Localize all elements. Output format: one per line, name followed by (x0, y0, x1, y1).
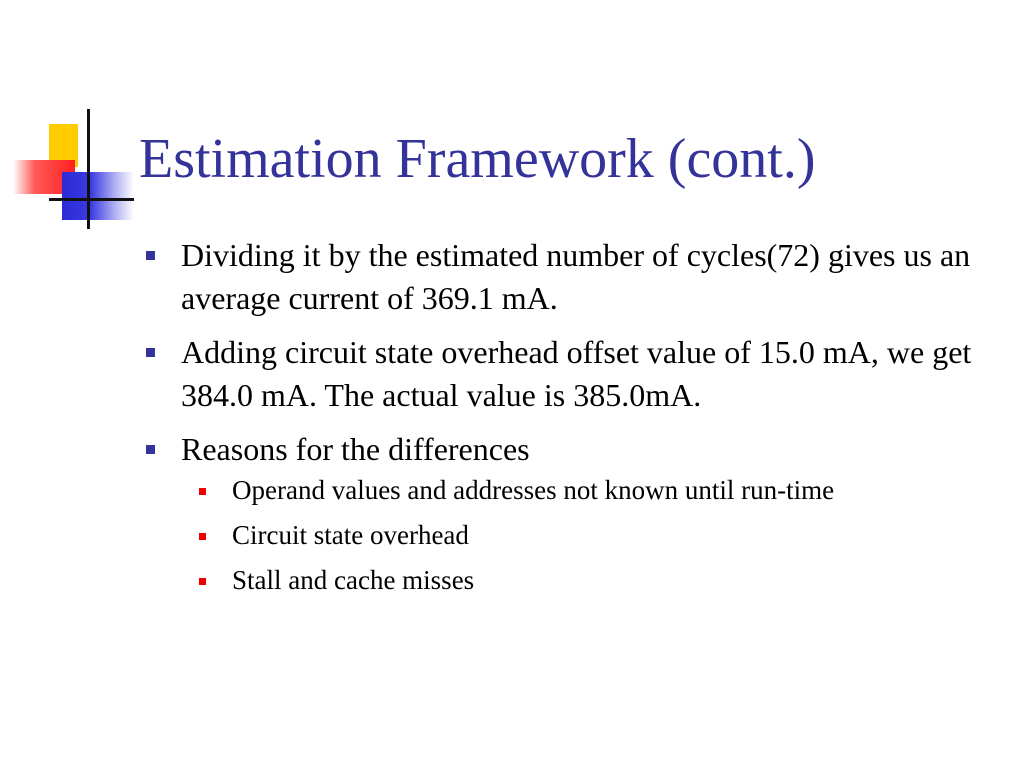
bullet-item (146, 331, 1006, 417)
bullet-text: Adding circuit state overhead offset value of 15.0 mA, we get 384.0 mA. The actual value is 385.0mA. (181, 334, 972, 413)
bullet-list (146, 234, 1006, 598)
slide-body (146, 234, 1006, 609)
bullet-item (146, 234, 1006, 320)
logo-horizontal-line (49, 198, 134, 201)
sub-bullet-item (187, 563, 1006, 598)
sub-bullet-item (187, 518, 1006, 553)
slide-logo-decoration (0, 0, 150, 240)
sub-bullet-item (187, 473, 1006, 508)
bullet-text: Dividing it by the estimated number of cycles(72) gives us an average current of 369.1 mA. (181, 237, 971, 316)
sub-bullet-text: Stall and cache misses (232, 565, 475, 595)
slide-title: Estimation Framework (cont.) (139, 128, 816, 190)
sub-bullet-list (181, 473, 1006, 598)
bullet-text: Reasons for the differences (181, 431, 530, 467)
square-bullet-icon (146, 348, 155, 357)
logo-blue-square (62, 172, 134, 220)
square-bullet-icon (146, 445, 155, 454)
sub-bullet-text: Operand values and addresses not known until run-time (232, 475, 835, 505)
bullet-item (146, 428, 1006, 598)
red-square-bullet-icon (199, 533, 206, 540)
red-square-bullet-icon (199, 578, 206, 585)
logo-vertical-line (87, 109, 90, 229)
sub-bullet-text: Circuit state overhead (232, 520, 469, 550)
red-square-bullet-icon (199, 488, 206, 495)
square-bullet-icon (146, 251, 155, 260)
